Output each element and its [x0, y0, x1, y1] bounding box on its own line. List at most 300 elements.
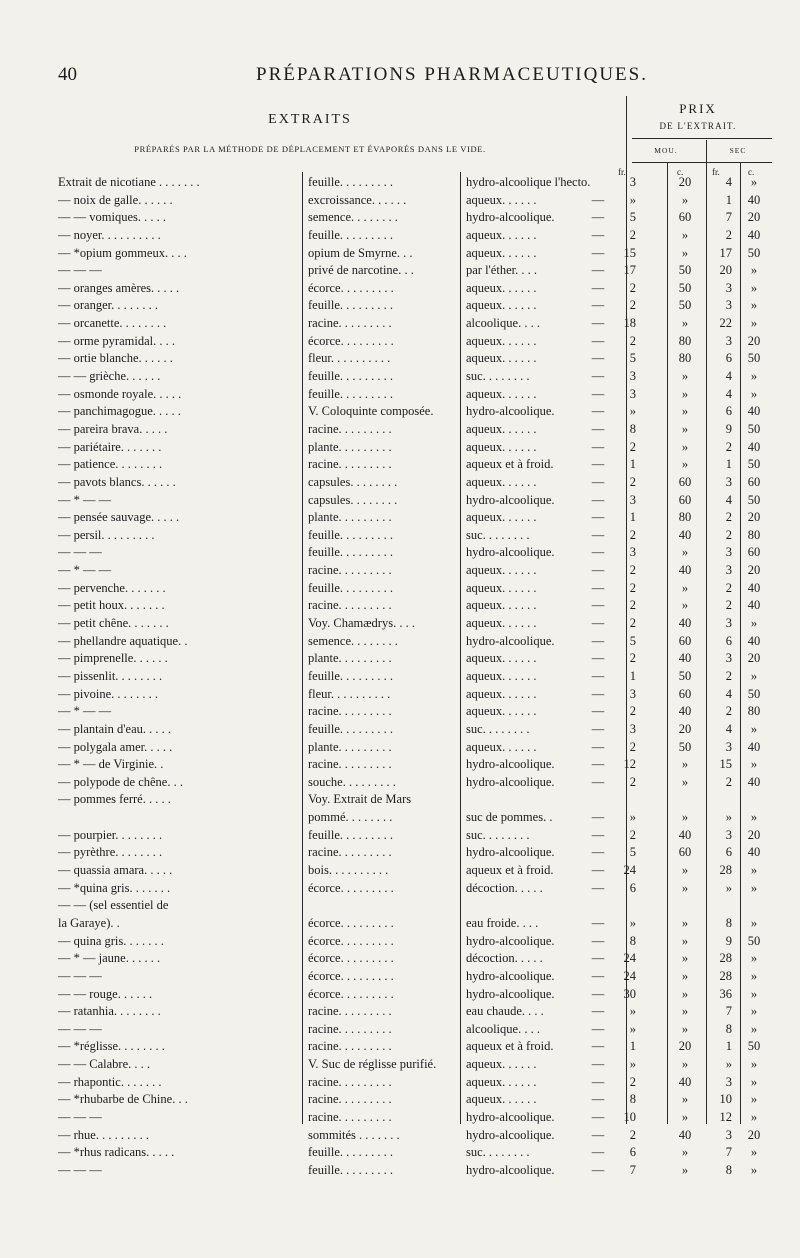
plant-part: racine. . . . . . . . . [308, 1074, 392, 1089]
plant-part: capsules. . . . . . . . [308, 474, 398, 489]
price-mou-centimes: » [681, 774, 689, 789]
plant-part: racine. . . . . . . . . [308, 1021, 392, 1036]
price-mou-francs: » [629, 1057, 636, 1072]
price-mou-francs: 2 [629, 616, 636, 631]
ditto-dash: — [591, 616, 605, 631]
ditto-dash: — [591, 404, 605, 419]
table-row [0, 333, 800, 351]
price-sec-centimes: » [750, 810, 758, 825]
ditto-dash: — [591, 457, 605, 472]
ditto-dash: — [591, 633, 605, 648]
price-mou-francs: 1 [629, 668, 636, 683]
price-mou-francs: 2 [629, 704, 636, 719]
price-sec-francs: 9 [725, 421, 732, 436]
preparation-mode: aqueux et à froid. [466, 457, 554, 472]
preparation-mode: suc. . . . . . . . [466, 1145, 530, 1160]
preparation-mode: hydro-alcoolique. [466, 968, 555, 983]
price-sec-centimes: 20 [747, 827, 761, 842]
price-sec-centimes: 50 [747, 933, 761, 948]
price-mou-francs: 3 [629, 369, 636, 384]
price-mou-francs: » [629, 1021, 636, 1036]
extract-name: — oranger. . . . . . . . [58, 298, 158, 313]
preparation-mode: hydro-alcoolique. [466, 757, 555, 772]
extract-name: — *opium gommeux. . . . [58, 245, 187, 260]
ditto-dash: — [591, 986, 605, 1001]
table-row [0, 1144, 800, 1162]
price-mou-centimes: » [681, 545, 689, 560]
price-mou-centimes: 20 [678, 175, 692, 189]
price-sec-centimes: » [750, 757, 758, 772]
table-row [0, 1056, 800, 1074]
preparation-mode: décoction. . . . . [466, 951, 543, 966]
price-mou-centimes: » [681, 369, 689, 384]
price-mou-centimes: 40 [678, 651, 692, 666]
price-sec-francs: 2 [725, 774, 732, 789]
table-row [0, 386, 800, 404]
price-sec-centimes: 20 [747, 333, 761, 348]
preparation-mode: hydro-alcoolique. [466, 845, 555, 860]
price-sec-francs: 2 [725, 598, 732, 613]
price-sec-francs: 9 [725, 933, 732, 948]
price-mou-francs: 24 [623, 951, 636, 966]
ditto-dash: — [591, 668, 605, 683]
price-mou-francs: 10 [623, 1109, 636, 1124]
price-sec-francs: 8 [725, 915, 732, 930]
table-row [0, 192, 800, 210]
preparation-mode: aqueux et à froid. [466, 1039, 554, 1054]
extract-name: — — — [58, 263, 102, 278]
price-sec-centimes: 40 [747, 845, 761, 860]
price-sec-francs: 1 [725, 192, 732, 207]
ditto-dash: — [591, 651, 605, 666]
extract-name: — plantain d'eau. . . . . [58, 721, 171, 736]
extract-name: — quina gris. . . . . . . [58, 933, 164, 948]
ditto-dash: — [591, 951, 605, 966]
price-sec-centimes: » [750, 951, 758, 966]
price-sec-centimes: 40 [747, 774, 761, 789]
preparation-mode: décoction. . . . . [466, 880, 543, 895]
table-row [0, 633, 800, 651]
plant-part: plante. . . . . . . . . [308, 510, 392, 525]
price-sec-francs: 6 [725, 633, 732, 648]
price-sec-centimes: » [750, 668, 758, 683]
plant-part: écorce. . . . . . . . . [308, 915, 394, 930]
price-sec-centimes: 40 [747, 192, 761, 207]
plant-part: écorce. . . . . . . . . [308, 951, 394, 966]
extract-name: — pourpier. . . . . . . . [58, 827, 163, 842]
ditto-dash: — [591, 598, 605, 613]
preparation-mode: aqueux. . . . . . [466, 192, 537, 207]
price-mou-centimes: 20 [678, 1039, 692, 1054]
price-sec-francs: 10 [719, 1092, 732, 1107]
price-sec-francs: 2 [725, 527, 732, 542]
price-sec-francs: 4 [725, 369, 732, 384]
preparation-mode: hydro-alcoolique. [466, 774, 555, 789]
extract-name: — phellandre aquatique. . [58, 633, 188, 648]
preparation-mode: aqueux. . . . . . [466, 510, 537, 525]
plant-part: racine. . . . . . . . . [308, 704, 392, 719]
price-sec-centimes: » [750, 986, 758, 1001]
price-mou-francs: 3 [629, 492, 636, 507]
price-sec-francs: 4 [725, 721, 732, 736]
ditto-dash: — [591, 563, 605, 578]
ditto-dash: — [591, 1162, 605, 1177]
table-row [0, 227, 800, 245]
price-mou-centimes: » [681, 1092, 689, 1107]
plant-part: racine. . . . . . . . . [308, 1039, 392, 1054]
extract-name: — *rhus radicans. . . . . [58, 1145, 175, 1160]
extract-name: — pavots blancs. . . . . . [58, 474, 176, 489]
ditto-dash: — [591, 492, 605, 507]
ditto-dash: — [591, 721, 605, 736]
preparation-mode: aqueux. . . . . . [466, 333, 537, 348]
price-sec-francs: 1 [725, 457, 732, 472]
price-sec-centimes: 20 [747, 651, 761, 666]
price-mou-centimes: 40 [678, 616, 692, 631]
plant-part: opium de Smyrne. . . [308, 245, 413, 260]
price-mou-centimes: 60 [678, 845, 692, 860]
price-mou-francs: 3 [629, 686, 636, 701]
price-mou-francs: 2 [629, 527, 636, 542]
price-mou-francs: 7 [629, 1162, 636, 1177]
price-mou-centimes: 50 [678, 280, 692, 295]
ditto-dash: — [591, 1021, 605, 1036]
preparation-mode: aqueux. . . . . . [466, 351, 537, 366]
price-sec-centimes: » [750, 1162, 758, 1177]
ditto-dash: — [591, 774, 605, 789]
price-mou-francs: 18 [623, 316, 636, 331]
price-sec-header: SEC [729, 146, 747, 155]
price-mou-francs: 3 [629, 386, 636, 401]
price-mou-francs: 2 [629, 333, 636, 348]
price-mou-centimes: » [681, 598, 689, 613]
ditto-dash: — [591, 739, 605, 754]
table-row [0, 933, 800, 951]
extract-name: — petit houx. . . . . . . [58, 598, 165, 613]
preparation-mode: hydro-alcoolique l'hecto. [466, 175, 591, 189]
price-mou-francs: 1 [629, 510, 636, 525]
unit-fr-mou: fr. [618, 167, 626, 177]
price-subtitle: DE L'EXTRAIT. [659, 121, 737, 131]
extract-name: — rhue. . . . . . . . . [58, 1127, 149, 1142]
extract-name: — pyrèthre. . . . . . . . [58, 845, 163, 860]
table-row [0, 280, 800, 298]
price-sec-francs: 3 [725, 1127, 732, 1142]
preparation-mode: suc de pommes. . [466, 810, 553, 825]
price-mou-centimes: » [681, 968, 689, 983]
price-sec-francs: 3 [725, 333, 732, 348]
price-sec-centimes: 40 [747, 580, 761, 595]
preparation-mode: suc. . . . . . . . [466, 527, 530, 542]
unit-c-mou: c. [677, 167, 684, 177]
table-row [0, 1091, 800, 1109]
price-mou-centimes: » [681, 457, 689, 472]
preparation-mode: hydro-alcoolique. [466, 933, 555, 948]
price-sec-francs: 28 [719, 863, 732, 877]
preparation-mode: hydro-alcoolique. [466, 633, 555, 648]
price-mou-francs: » [629, 810, 636, 825]
extract-name: — * — jaune. . . . . . [58, 951, 161, 966]
ditto-dash: — [591, 210, 605, 225]
price-sec-francs: 8 [725, 1021, 732, 1036]
price-sec-centimes: 80 [747, 704, 761, 719]
preparation-mode: alcoolique. . . . [466, 316, 540, 331]
price-sec-francs: 3 [725, 739, 732, 754]
plant-part: privé de narcotine. . . [308, 263, 414, 278]
ditto-dash: — [591, 280, 605, 295]
extract-name: — * — — [58, 492, 112, 507]
price-mou-francs: 2 [629, 298, 636, 313]
ditto-dash: — [591, 880, 605, 895]
ditto-dash: — [591, 351, 605, 366]
plant-part: feuille. . . . . . . . . [308, 827, 394, 842]
price-sec-francs: 20 [719, 263, 732, 278]
table-row [0, 844, 800, 862]
table-row [0, 986, 800, 1004]
ditto-dash: — [591, 968, 605, 983]
plant-part: feuille. . . . . . . . . [308, 1162, 394, 1177]
extract-name: — ratanhia. . . . . . . . [58, 1004, 161, 1019]
ditto-dash: — [591, 863, 605, 877]
price-mou-centimes: 60 [678, 686, 692, 701]
section-title: EXTRAITS [268, 112, 352, 127]
extract-name: — — — [58, 1162, 102, 1177]
ditto-dash: — [591, 386, 605, 401]
table-row [0, 774, 800, 792]
price-mou-centimes: 60 [678, 474, 692, 489]
price-mou-centimes: 60 [678, 492, 692, 507]
price-mou-francs: 2 [629, 439, 636, 454]
table-row [0, 209, 800, 227]
ditto-dash: — [591, 474, 605, 489]
price-mou-francs: 15 [623, 245, 636, 260]
preparation-mode: aqueux et à froid. [466, 863, 554, 877]
price-sec-francs: 7 [725, 1145, 732, 1160]
preparation-mode: hydro-alcoolique. [466, 986, 555, 1001]
ditto-dash: — [591, 1092, 605, 1107]
price-sec-francs: » [725, 1057, 732, 1072]
price-subheader-rule [632, 162, 772, 163]
price-mou-francs: 1 [629, 457, 636, 472]
price-mou-francs: 2 [629, 280, 636, 295]
price-sec-centimes: » [750, 968, 758, 983]
price-sec-centimes: » [750, 1145, 758, 1160]
table-row [0, 297, 800, 315]
price-sec-centimes: 40 [747, 633, 761, 648]
preparation-mode: hydro-alcoolique. [466, 1162, 555, 1177]
ditto-dash: — [591, 227, 605, 242]
extract-name: — * — — [58, 704, 112, 719]
table-row [0, 544, 800, 562]
price-mou-francs: 8 [629, 421, 636, 436]
price-sec-francs: 6 [725, 404, 732, 419]
price-mou-francs: 3 [629, 175, 636, 189]
price-sec-francs: 7 [725, 1004, 732, 1019]
unit-fr-sec: fr. [712, 167, 720, 177]
plant-part: feuille. . . . . . . . . [308, 580, 394, 595]
price-sec-centimes: 50 [747, 421, 761, 436]
price-mou-centimes: 50 [678, 668, 692, 683]
preparation-mode: hydro-alcoolique. [466, 1109, 555, 1124]
plant-part: écorce. . . . . . . . . [308, 968, 394, 983]
plant-part: feuille. . . . . . . . . [308, 298, 394, 313]
plant-part: racine. . . . . . . . . [308, 457, 392, 472]
price-mou-francs: 2 [629, 827, 636, 842]
price-sec-centimes: » [750, 1057, 758, 1072]
table-row [0, 615, 800, 633]
extract-name: — — — [58, 968, 102, 983]
price-sec-centimes: » [750, 880, 758, 895]
preparation-mode: aqueux. . . . . . [466, 421, 537, 436]
price-mou-centimes: 50 [678, 298, 692, 313]
plant-part: semence. . . . . . . . [308, 633, 398, 648]
table-row [0, 897, 800, 932]
price-mou-header: MOU. [654, 146, 678, 155]
table-row [0, 1127, 800, 1145]
price-sec-francs: 36 [719, 986, 732, 1001]
price-mou-francs: 24 [623, 863, 636, 877]
price-sec-centimes: » [750, 721, 758, 736]
table-row [0, 862, 800, 880]
price-sec-francs: 3 [725, 616, 732, 631]
price-mou-francs: 6 [629, 880, 636, 895]
price-sec-francs: 3 [725, 298, 732, 313]
price-mou-centimes: 40 [678, 1074, 692, 1089]
ditto-dash: — [591, 827, 605, 842]
price-sec-francs: 3 [725, 563, 732, 578]
price-sec-centimes: » [750, 1092, 758, 1107]
price-mou-francs: 2 [629, 227, 636, 242]
price-mou-centimes: 40 [678, 527, 692, 542]
price-sec-centimes: 50 [747, 1039, 761, 1054]
preparation-mode: aqueux. . . . . . [466, 616, 537, 631]
plant-part: bois. . . . . . . . . . [308, 863, 389, 877]
extract-name: — rhapontic. . . . . . . [58, 1074, 162, 1089]
extract-name: — pariétaire. . . . . . . [58, 439, 162, 454]
preparation-mode: aqueux. . . . . . [466, 668, 537, 683]
extract-name: — quassia amara. . . . . [58, 863, 173, 877]
ditto-dash: — [591, 333, 605, 348]
price-mou-centimes: 80 [678, 351, 692, 366]
price-sec-francs: 3 [725, 1074, 732, 1089]
price-sec-francs: 22 [719, 316, 732, 331]
price-mou-francs: 5 [629, 633, 636, 648]
price-sec-centimes: 80 [747, 527, 761, 542]
extract-name: — pommes ferré. . . . . [58, 792, 171, 807]
plant-part: excroissance. . . . . . [308, 192, 407, 207]
price-mou-francs: 5 [629, 210, 636, 225]
price-mou-francs: 5 [629, 351, 636, 366]
plant-part: racine. . . . . . . . . [308, 563, 392, 578]
plant-part: racine. . . . . . . . . [308, 757, 392, 772]
price-sec-centimes: » [750, 1109, 758, 1124]
plant-part: fleur. . . . . . . . . . [308, 351, 391, 366]
table-row [0, 315, 800, 333]
price-sec-centimes: » [750, 316, 758, 331]
price-mou-centimes: » [681, 863, 689, 877]
preparation-mode: aqueux. . . . . . [466, 227, 537, 242]
table-row [0, 245, 800, 263]
preparation-mode: aqueux. . . . . . [466, 280, 537, 295]
table-row [0, 174, 800, 192]
extract-name: — orme pyramidal. . . . [58, 333, 175, 348]
ditto-dash: — [591, 686, 605, 701]
plant-part: racine. . . . . . . . . [308, 1004, 392, 1019]
ditto-dash: — [591, 933, 605, 948]
price-mou-francs: » [629, 1004, 636, 1019]
price-sec-centimes: 40 [747, 739, 761, 754]
plant-part: feuille. . . . . . . . . [308, 527, 394, 542]
price-mou-centimes: » [681, 1021, 689, 1036]
plant-part: semence. . . . . . . . [308, 210, 398, 225]
price-sec-francs: 3 [725, 827, 732, 842]
preparation-mode: hydro-alcoolique. [466, 492, 555, 507]
price-mou-centimes: 50 [678, 739, 692, 754]
extract-name: — * — — [58, 563, 112, 578]
plant-part: écorce. . . . . . . . . [308, 280, 394, 295]
preparation-mode: hydro-alcoolique. [466, 210, 555, 225]
price-mou-francs: 2 [629, 1127, 636, 1142]
extract-name: — ortie blanche. . . . . . [58, 351, 173, 366]
price-mou-francs: 2 [629, 1074, 636, 1089]
price-sec-francs: 8 [725, 1162, 732, 1177]
price-mou-francs: 2 [629, 739, 636, 754]
ditto-dash: — [591, 757, 605, 772]
preparation-mode: aqueux. . . . . . [466, 563, 537, 578]
price-sec-centimes: 40 [747, 598, 761, 613]
price-sec-francs: 6 [725, 351, 732, 366]
preparation-mode: aqueux. . . . . . [466, 739, 537, 754]
price-mou-francs: 2 [629, 598, 636, 613]
extract-name: — panchimagogue. . . . . [58, 404, 181, 419]
ditto-dash: — [591, 1057, 605, 1072]
price-sec-francs: 2 [725, 439, 732, 454]
extract-name: — noix de galle. . . . . . [58, 192, 173, 207]
price-sec-centimes: 60 [747, 545, 761, 560]
price-sec-francs: » [725, 810, 732, 825]
price-sec-francs: 6 [725, 845, 732, 860]
plant-part: souche. . . . . . . . . [308, 774, 396, 789]
price-mou-francs: 2 [629, 474, 636, 489]
price-sec-francs: 1 [725, 1039, 732, 1054]
price-sec-francs: 17 [719, 245, 732, 260]
preparation-mode: aqueux. . . . . . [466, 651, 537, 666]
plant-part: racine. . . . . . . . . [308, 1109, 392, 1124]
price-sec-francs: 3 [725, 651, 732, 666]
extract-name: — osmonde royale. . . . . [58, 386, 182, 401]
price-mou-centimes: » [681, 933, 689, 948]
price-mou-francs: » [629, 915, 636, 930]
table-row [0, 880, 800, 898]
table-row [0, 968, 800, 986]
table-row [0, 350, 800, 368]
plant-part: racine. . . . . . . . . [308, 1092, 392, 1107]
ditto-dash: — [591, 439, 605, 454]
table-row [0, 1074, 800, 1092]
price-mou-francs: 2 [629, 563, 636, 578]
price-sec-francs: 2 [725, 510, 732, 525]
ditto-dash: — [591, 527, 605, 542]
price-sec-francs: 2 [725, 580, 732, 595]
extract-name: — persil. . . . . . . . . [58, 527, 155, 542]
extract-name: — *réglisse. . . . . . . . [58, 1039, 165, 1054]
preparation-mode: aqueux. . . . . . [466, 1092, 537, 1107]
price-mou-centimes: » [681, 580, 689, 595]
price-sec-francs: 3 [725, 280, 732, 295]
price-mou-centimes: » [681, 880, 689, 895]
price-sec-francs: 28 [719, 968, 732, 983]
ditto-dash: — [591, 316, 605, 331]
